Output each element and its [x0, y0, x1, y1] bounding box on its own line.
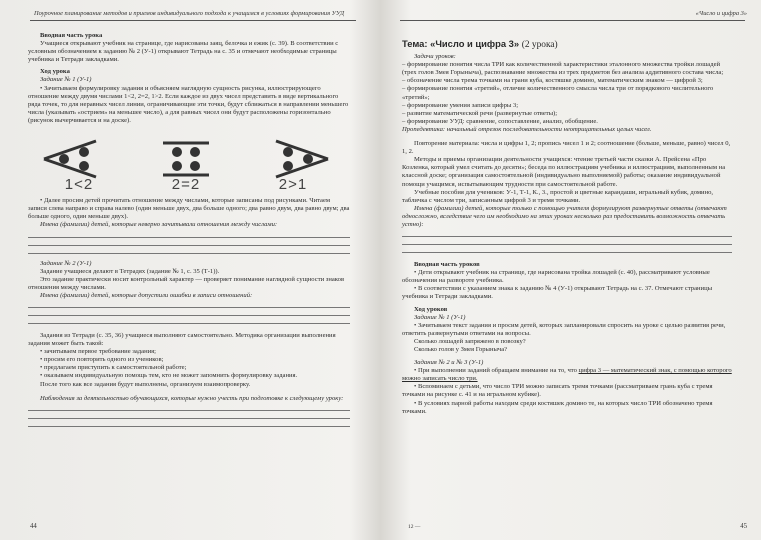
task-item: – обозначение числа трема точками на грани куба, костяшке домино, математическим знаком — цифрой 3; — [402, 77, 703, 85]
header-rule — [30, 20, 356, 21]
answer-line — [402, 245, 732, 253]
after-figures-text: • Далее просим детей прочитать отношение между числами, которые записаны под рисунками. Читаем записи слева направо и справа налево (один меньше двух, два больше одного; два равно двум, два равно двум; два больше одного, один меньше двух). — [28, 197, 350, 221]
question-2: Сколько голов у Змея Горыныча? — [414, 346, 508, 353]
after-tasks-text: После того как все задания будут выполнены, организуем взаимопроверку. — [40, 380, 251, 388]
answer-line — [402, 229, 732, 237]
figure-label-less: 1<2 — [64, 176, 94, 194]
task23-text-a-lead: • При выполнении заданий обращаем внимание на то, что — [414, 367, 579, 375]
header-rule — [400, 20, 745, 21]
topic-hours: (2 урока) — [521, 40, 558, 50]
running-header: «Число и цифра 3» — [695, 10, 747, 17]
answer-line — [28, 246, 350, 254]
topic-title-text: Тема: «Число и цифра 3» — [402, 38, 520, 49]
task-item: – развитие математической речи (развернутые ответы); — [402, 109, 558, 117]
footer-mark: 12 — — [408, 524, 421, 530]
task1-label: Задание № 1 (У-1) — [414, 313, 466, 321]
task-item: – формирование понятия «третий», отличие количественного смысла числа три от порядкового числительного «третий»; — [402, 85, 714, 101]
task2-text: Задание учащиеся делают в Тетрадях (задание № 1, с. 35 (Т-1)). — [40, 267, 220, 275]
answer-line — [28, 300, 350, 308]
tasks-text: Задания из Тетради (с. 35, 36) учащиеся выполняют самостоятельно. Методика организации выполнения задания может быть такой: — [28, 331, 336, 348]
task1-label: Задание № 1 (У-1) — [40, 76, 92, 84]
equal-diagram — [145, 139, 227, 179]
task23-text-c: • В условиях парной работы находим среди костяшек домино те, на которых число ТРИ обозначено тремя точками. — [402, 399, 713, 415]
names-prompt-1: Имена (фамилии) детей, которые неверно зачитывали отношения между числами: — [40, 221, 278, 229]
task23-text-b: • Вспоминаем с детьми, что число ТРИ можно записать тремя точками (рассматриваем грань куба с тремя точками на рисунке с. 41 и на игральном кубике). — [402, 383, 713, 399]
bullet-item: • зачитываем первое требование задания; — [40, 348, 157, 356]
intro-text-2: • В соответствии с указанием знака к заданию № 4 (У-1) открывают Тетрадь на с. 37. Отмечают страницы учебника и Тетради закладками. — [402, 285, 713, 301]
page-number-left: 44 — [30, 523, 37, 530]
figure-label-greater: 2>1 — [278, 176, 308, 194]
task-item: – формирование УУД: сравнение, сопоставление, анализ, обобщение. — [402, 117, 598, 125]
right-page — [386, 0, 761, 540]
aids: Учебные пособия для учеников: У-1, Т-1, К., 3., простой и цветные карандаши, игральный кубик, домино, табличка с числом три, записанным цифрой 3 и тремя точками. — [402, 188, 714, 204]
intro-title: Вводная часть урока — [40, 32, 103, 39]
names-prompt: Имена (фамилии) детей, которые только с помощью учителя формулируют развернутые ответы (отвечают односложно, вследствие чего им необходимо на этих уроках несколько раз предоставить возможность отвечать устно): — [402, 204, 727, 228]
task2-label: Задание № 2 (У-1) — [40, 259, 92, 267]
answer-line — [28, 230, 350, 238]
figure-greater — [250, 139, 336, 194]
names-prompt-2: Имена (фамилии) детей, которые допустили ошибки в записи отношений: — [40, 291, 253, 299]
right-content — [402, 30, 732, 416]
task1-text: • Зачитываем формулировку задания и объясняем наглядную сущность рисунка, иллюстрирующего отношение между двумя числами 1<2, 2=2, 1>2. Если каждое из двух чисел представить в виде вертикального ряда точек, то для неравных чисел линии, ограничивающие эти точки, будут сближаться в направлении меньшего числа (указывать «острием» на меньшее число), а для равных чисел они будут расположены горизонтально (рисунок вычерчивается и на доске). — [28, 84, 349, 124]
course-title: Ход урока — [40, 68, 70, 76]
left-content — [28, 30, 350, 427]
intro-title: Вводная часть уроков — [414, 261, 480, 269]
intro-text-1: • Дети открывают учебник на странице, где нарисована тройка лошадей (с. 40), рассматривают условные обозначения на развороте учебника. — [402, 269, 710, 285]
task1-text: • Зачитываем текст задания и просим детей, которых запланировали спросить на уроке с целью развития речи, ответить развернутыми ответами на вопросы. — [402, 321, 726, 337]
task2-text-2: Это задание практически носит контрольный характер — проверяет понимание наглядной сущности знаков отношения между числами. — [28, 275, 345, 291]
bullet-item: • оказываем индивидуальную помощь тем, кто не может запомнить формулировку задания. — [40, 372, 298, 380]
answer-line — [28, 308, 350, 316]
methods: Методы и приемы организации деятельности учащихся: чтение третьей части сказки А. Прейсена «Про Козленка, который умел считать до десяти»; беседа по иллюстрациям учебника и иллюстрациям, выполненным на классной доске; организация самостоятельной (индивидуально выполняемой) работы; оказание индивидуальной помощи учащимся, испытывающим трудности при самостоятельной работе. — [402, 156, 726, 188]
task-item: – формирование понятия числа ТРИ как количественной характеристики эталонного множества тройки лошадей (трех голов Змея Горыныча), распознавание множества из трех предметов без анализа аддитивного состава числа; — [402, 61, 724, 77]
task23-underlined: цифра 3 — математический знак, с помощью которого можно записать число три. — [402, 367, 732, 383]
question-1: Сколько лошадей запряжено в повозку? — [414, 337, 526, 345]
answer-line — [28, 419, 350, 427]
left-page — [0, 0, 378, 540]
page-number-right: 45 — [740, 523, 747, 530]
course-title: Ход уроков — [414, 305, 448, 313]
bullet-item: • предлагаем приступить к самостоятельной работе; — [40, 364, 187, 372]
repeat-material: Повторение материала: числа и цифры 1, 2; пропись чисел 1 и 2; соотношение (больше, меньше, равно) чисел 0, 1, 2. — [402, 140, 731, 156]
answer-line — [28, 403, 350, 411]
answer-line — [28, 238, 350, 246]
propaedeutic: Пропедевтика: начальный отрезок последовательности неотрицательных целых чисел. — [402, 125, 652, 133]
intro-text: Учащиеся открывают учебник на странице, где нарисованы заяц, белочка и ежик (с. 39). В соответствии с условным обозначением к заданию № 2 (У-1) открывают Тетрадь на с. 35 и отмечают необходимые страницы учебника и Тетради закладками. — [28, 40, 339, 64]
answer-line — [28, 316, 350, 324]
topic-title — [402, 40, 732, 49]
figure-less — [36, 139, 122, 194]
figure-label-equal: 2=2 — [171, 176, 201, 194]
comparison-figures — [36, 139, 336, 194]
bullet-item: • просим его повторить одного из учеников; — [40, 356, 164, 364]
greater-than-diagram — [252, 139, 334, 179]
running-header: Поурочное планирование методов и приемов индивидуального подхода к учащимся в условиях формирования УУД — [34, 10, 345, 17]
figure-equal — [143, 139, 229, 194]
tasks-label: Задачи уроков: — [414, 53, 456, 61]
answer-line — [402, 237, 732, 245]
task23-label: Задания № 2 и № 3 (У-1) — [414, 359, 484, 367]
task-item: – формирование умения записи цифры 3; — [402, 101, 519, 109]
observation-prompt: Наблюдения за деятельностью обучающихся, которые нужно учесть при подготовке к следующему уроку: — [40, 394, 344, 402]
task23-text-a — [402, 367, 732, 383]
less-than-diagram — [38, 139, 120, 179]
answer-line — [28, 411, 350, 419]
